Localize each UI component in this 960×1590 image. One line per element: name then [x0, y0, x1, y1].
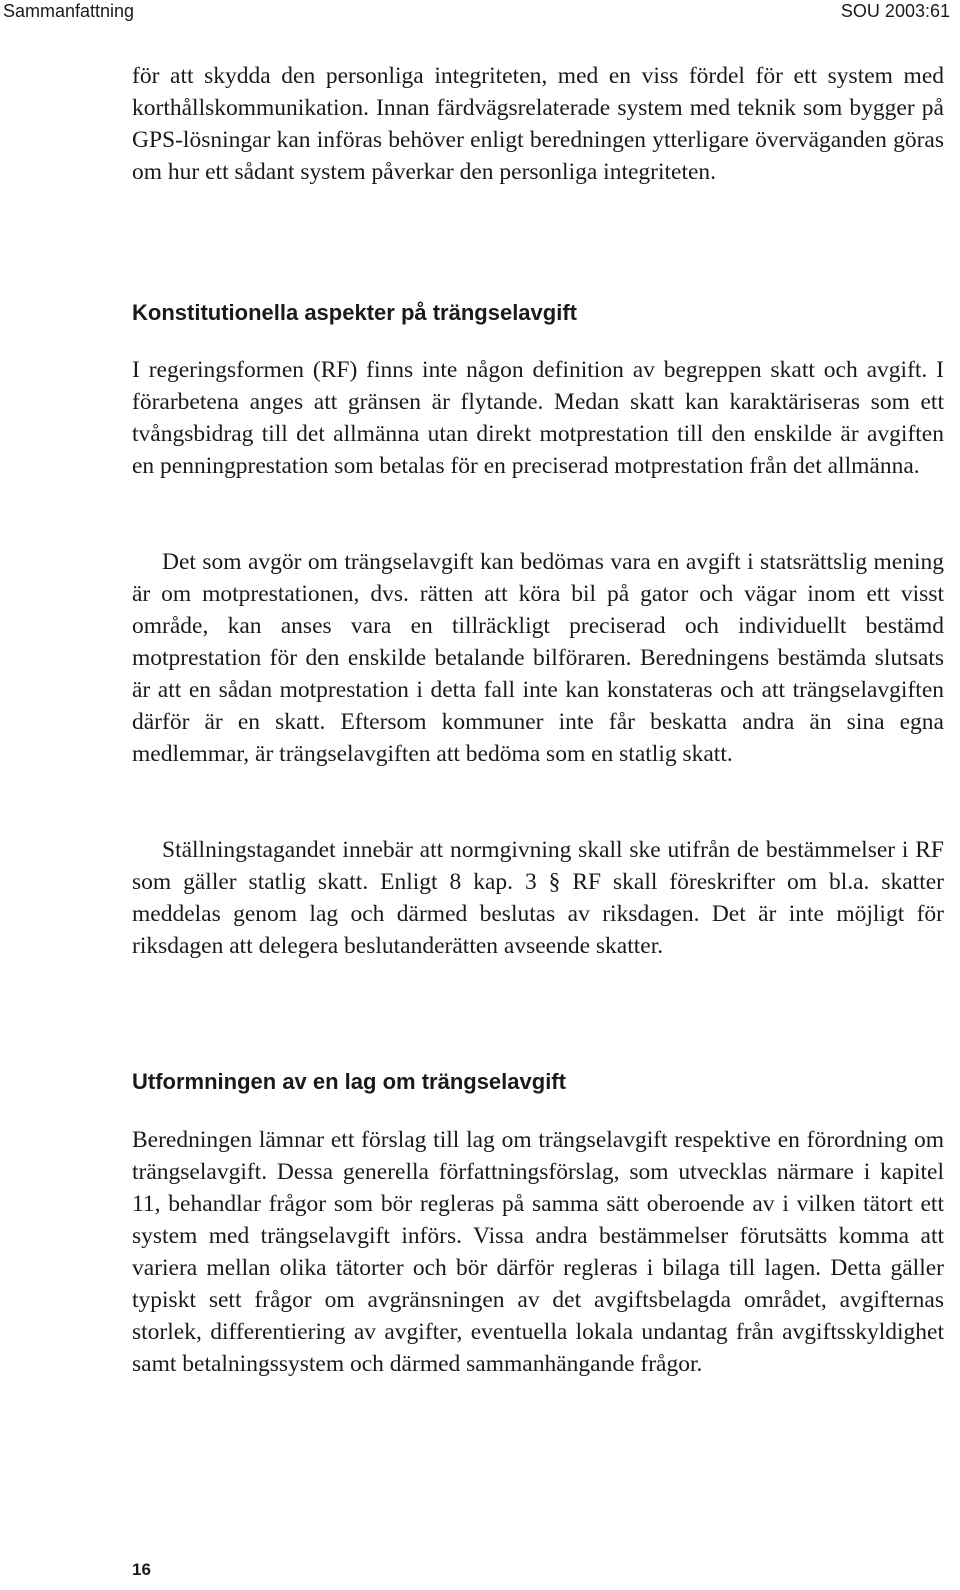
paragraph-counter-performance: Det som avgör om trängselavgift kan bedömas vara en avgift i statsrättslig mening är om motprestationen, dvs. rätten att köra bil på gator och vägar inom ett visst område, kan anses vara en tillräckligt preciserad och individuellt bestämd motprestation för den enskilde betalande bilföraren. Beredningens bestämda slutsats är att en sådan motprestation i detta fall inte kan konstateras och att trängselavgiften därför är en skatt. Eftersom kommuner inte får beskatta andra än sina egna medlemmar, är trängselavgiften att bedöma som en statlig skatt. [132, 549, 944, 767]
paragraph-gps-integrity: för att skydda den personliga integriteten, med en viss fördel för ett system med korthållskommunikation. Innan färdvägsrelaterade system med teknik som bygger på GPS-lösningar kan införas behöver enligt beredningen ytterligare överväganden göras om hur ett sådant system påverkar den personliga integriteten. [132, 63, 944, 185]
header-section-title: Sammanfattning [3, 1, 135, 21]
header-document-id: SOU 2003:61 [840, 1, 950, 21]
paragraph-normgiving: Ställningstagandet innebär att normgivning skall ske utifrån de bestämmelser i RF som gäller statlig skatt. Enligt 8 kap. 3 § RF skall föreskrifter om bl.a. skatter meddelas genom lag och därmed beslutas av riksdagen. Det är inte möjligt för riksdagen att delegera beslutanderätten avseende skatter. [132, 837, 944, 959]
running-header [0, 0, 960, 22]
page-number: 16 [132, 1560, 151, 1579]
heading-law-design: Utformningen av en lag om trängselavgift [132, 1069, 566, 1094]
heading-constitutional-aspects: Konstitutionella aspekter på trängselavgift [132, 300, 577, 325]
paragraph-law-proposal: Beredningen lämnar ett förslag till lag om trängselavgift respektive en förordning om trängselavgift. Dessa generella författningsförslag, som utvecklas närmare i kapitel 11, behandlar frågor som bör regleras på samma sätt oberoende av i vilken tätort ett system med trängselavgift införs. Vissa andra bestämmelser förutsätts komma att variera mellan olika tätorter och bör därför regleras i bilaga till lagen. Detta gäller typiskt sett frågor om avgränsningen av det avgiftsbelagda området, avgifternas storlek, differentiering av avgifter, eventuella lokala undantag från avgiftsskyldighet samt betalningssystem och därmed sammanhängande frågor. [132, 1127, 944, 1377]
paragraph-tax-definition: I regeringsformen (RF) finns inte någon definition av begreppen skatt och avgift. I förarbetena anges att gränsen är flytande. Medan skatt kan karaktäriseras som ett tvångsbidrag till det allmänna utan direkt motprestation till den enskilde är avgiften en penningprestation som betalas för en preciserad motprestation från det allmänna. [132, 357, 944, 479]
